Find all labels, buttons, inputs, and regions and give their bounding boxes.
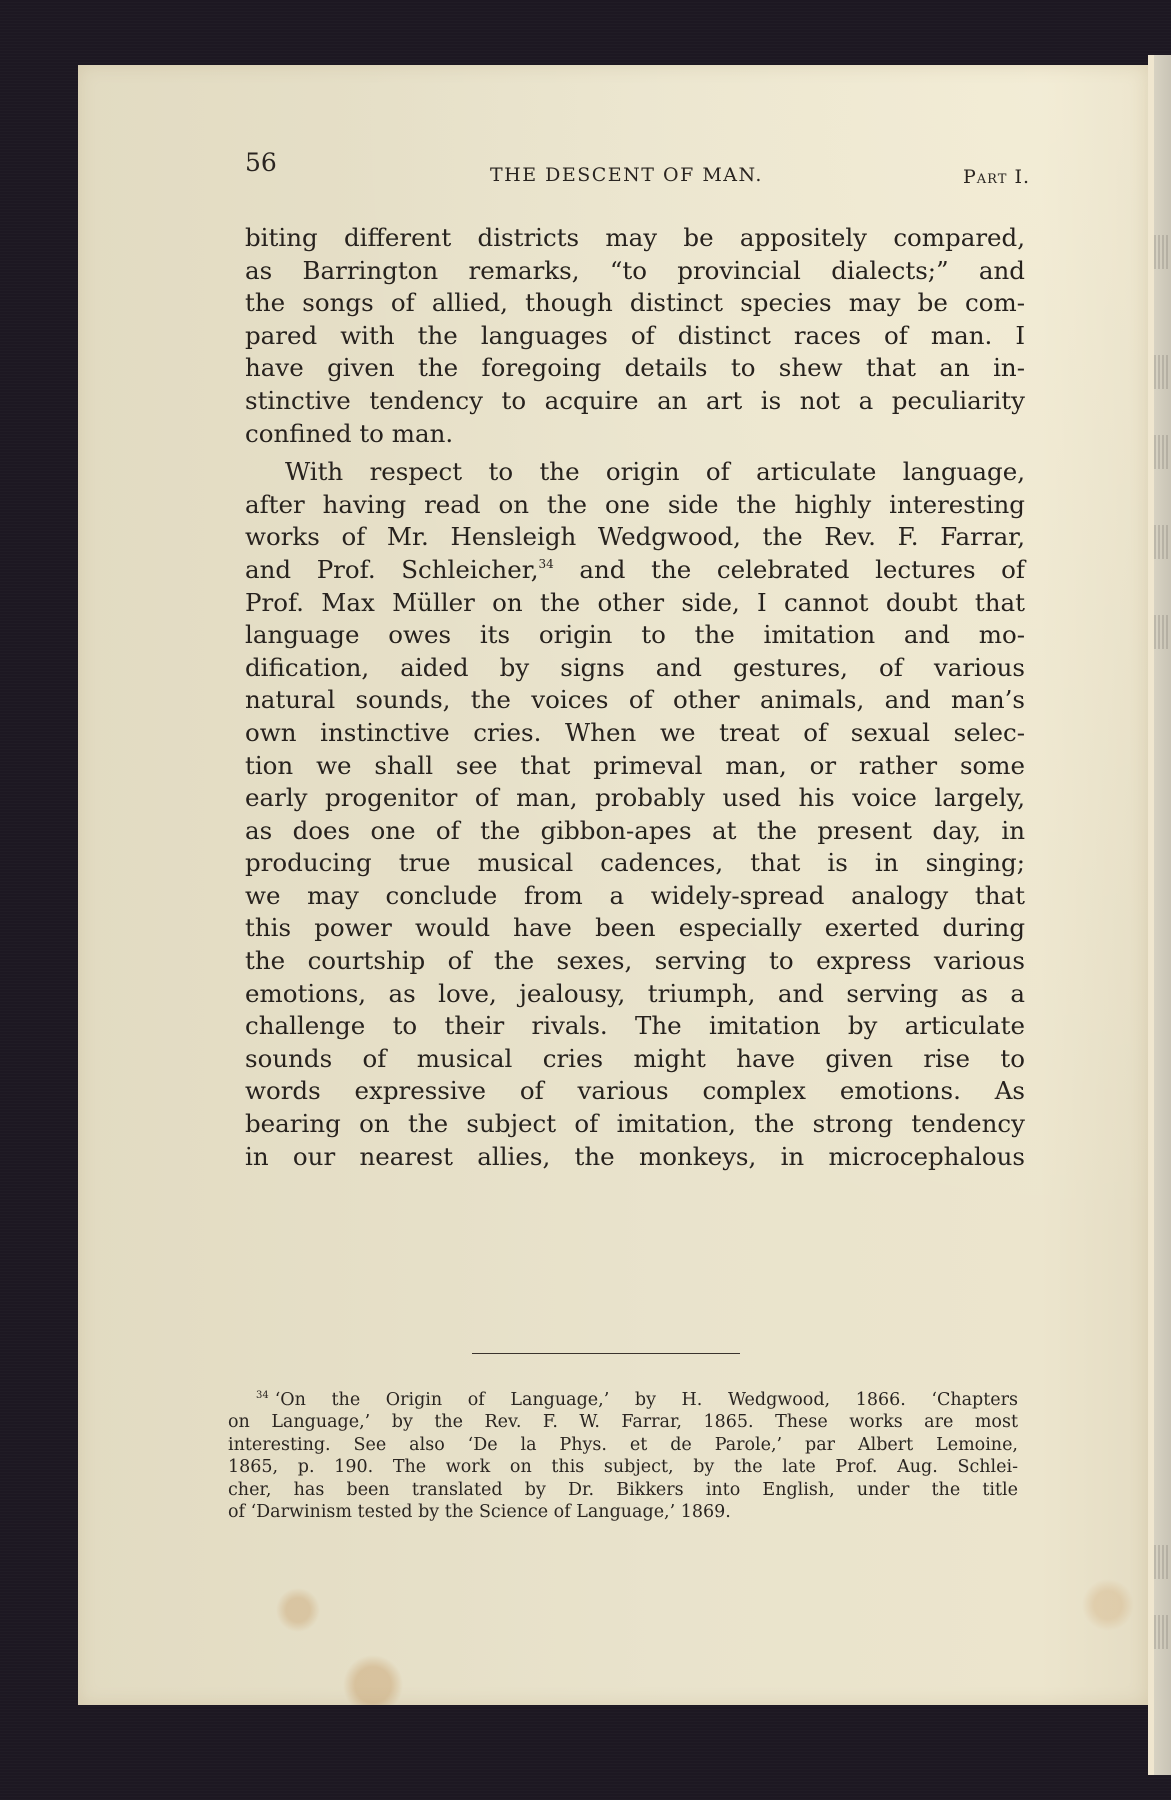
footnote-line: 1865, p. 190. The work on this subject, by the late Prof. Aug. Schlei-	[228, 1457, 1018, 1478]
bleed-through-text	[1154, 435, 1168, 469]
text-line: as does one of the gibbon-apes at the present day, in	[245, 815, 1025, 845]
footnote-line: cher, has been translated by Dr. Bikkers into English, under the title	[228, 1479, 1018, 1500]
text-line: sounds of musical cries might have given rise to	[245, 1043, 1025, 1073]
footnote-marker: 34	[256, 1390, 269, 1401]
part-label: Part I.	[963, 166, 1030, 188]
text-line: tion we shall see that primeval man, or rather some	[245, 750, 1025, 780]
text-line: after having read on the one side the highly interesting	[245, 489, 1025, 519]
text-line: we may conclude from a widely-spread analogy that	[245, 880, 1025, 910]
text-line: language owes its origin to the imitation and mo-	[245, 620, 1025, 650]
text-line: the courtship of the sexes, serving to express various	[245, 946, 1025, 976]
text-line: producing true musical cadences, that is in singing;	[245, 848, 1025, 878]
text-fragment: ‘On the Origin of Language,’ by H. Wedgwood, 1866. ‘Chapters	[274, 1390, 1018, 1410]
text-line: natural sounds, the voices of other animals, and man’s	[245, 685, 1025, 715]
text-line: have given the foregoing details to shew that an in-	[245, 353, 1025, 383]
text-line: biting different districts may be appositely compared,	[245, 223, 1025, 252]
next-page-edge	[1148, 55, 1171, 1775]
bleed-through-text	[1154, 355, 1168, 389]
footnote-divider	[472, 1353, 740, 1354]
paragraph-2	[245, 456, 1025, 1173]
footnote-reference[interactable]: 34	[538, 556, 554, 571]
bleed-through-text	[1154, 615, 1168, 649]
footnote-line: of ‘Darwinism tested by the Science of Language,’ 1869.	[228, 1502, 731, 1523]
footnote-line: on Language,’ by the Rev. F. W. Farrar, 1865. These works are most	[228, 1412, 1018, 1433]
text-fragment: and the celebrated lectures of	[553, 554, 1025, 584]
text-line: words expressive of various complex emotions. As	[245, 1076, 1025, 1106]
text-line: this power would have been especially exerted during	[245, 913, 1025, 943]
text-line: dification, aided by signs and gestures, of various	[245, 652, 1025, 682]
text-line: bearing on the subject of imitation, the strong tendency	[245, 1109, 1025, 1139]
text-line: Prof. Max Müller on the other side, I cannot doubt that	[245, 587, 1025, 617]
paragraph-1	[245, 222, 1025, 450]
page-number: 56	[245, 148, 277, 177]
body-text	[245, 222, 1025, 1173]
text-line: pared with the languages of distinct races of man. I	[245, 320, 1025, 350]
bleed-through-text	[1154, 1615, 1168, 1649]
bleed-through-text	[1154, 1545, 1168, 1579]
text-line: works of Mr. Hensleigh Wedgwood, the Rev. F. Farrar,	[245, 522, 1025, 552]
footnote-34	[228, 1385, 1018, 1523]
text-line: the songs of allied, though distinct species may be com-	[245, 288, 1025, 318]
footnote-line	[228, 1385, 1018, 1411]
bleed-through-text	[1154, 525, 1168, 559]
bleed-through-text	[1154, 235, 1168, 269]
text-line: confined to man.	[245, 418, 454, 448]
text-line: stinctive tendency to acquire an art is not a peculiarity	[245, 385, 1025, 415]
text-line: challenge to their rivals. The imitation by articulate	[245, 1011, 1025, 1041]
text-line: as Barrington remarks, “to provincial dialects;” and	[245, 255, 1025, 285]
text-line	[245, 554, 1025, 587]
text-line: With respect to the origin of articulate language,	[285, 457, 1025, 487]
footnote-line: interesting. See also ‘De la Phys. et de Parole,’ par Albert Lemoine,	[228, 1434, 1018, 1455]
text-line: own instinctive cries. When we treat of sexual selec-	[245, 717, 1025, 747]
page-header	[245, 148, 1030, 188]
running-title: THE DESCENT OF MAN.	[490, 164, 763, 186]
text-line: emotions, as love, jealousy, triumph, and serving as a	[245, 978, 1025, 1008]
text-fragment: and Prof. Schleicher,	[245, 554, 539, 584]
text-line: early progenitor of man, probably used his voice largely,	[245, 783, 1025, 813]
text-line: in our nearest allies, the monkeys, in microcephalous	[245, 1141, 1025, 1171]
